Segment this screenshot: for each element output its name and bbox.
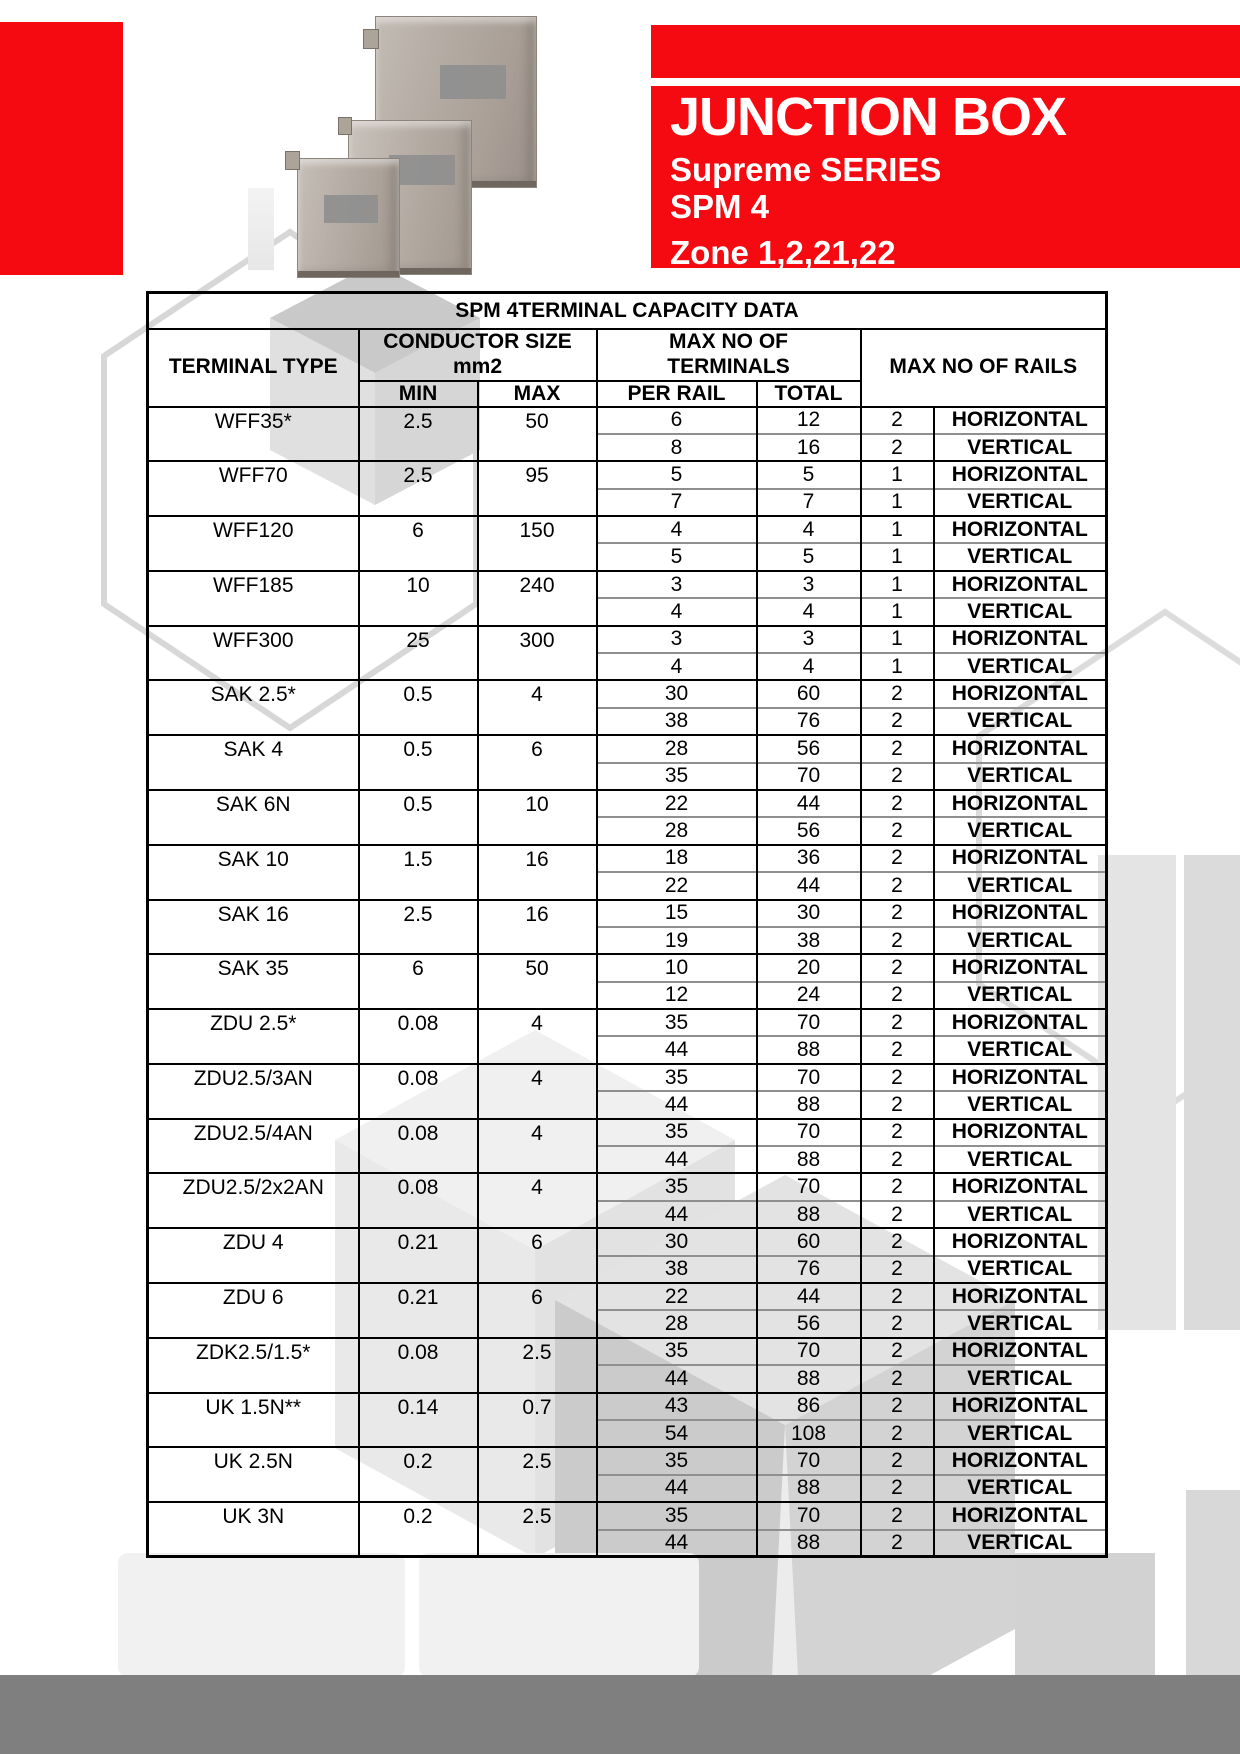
total-cell: 4: [757, 598, 861, 625]
min-cell: 6: [359, 954, 478, 1009]
header-min: MIN: [359, 381, 478, 407]
rails-count-cell: 2: [861, 1228, 934, 1255]
terminal-type-cell: ZDU 4: [148, 1228, 359, 1283]
table-row: [148, 954, 1107, 981]
total-cell: 44: [757, 790, 861, 817]
orientation-cell: HORIZONTAL: [934, 461, 1107, 488]
min-cell: 0.5: [359, 735, 478, 790]
orientation-cell: HORIZONTAL: [934, 845, 1107, 872]
max-cell: 4: [478, 680, 597, 735]
rails-count-cell: 2: [861, 845, 934, 872]
rails-count-cell: 2: [861, 708, 934, 735]
min-cell: 2.5: [359, 407, 478, 462]
max-cell: 4: [478, 1119, 597, 1174]
total-cell: 76: [757, 708, 861, 735]
per-rail-cell: 35: [597, 763, 757, 790]
table-row: [148, 1502, 1107, 1529]
min-cell: 0.14: [359, 1393, 478, 1448]
rails-count-cell: 2: [861, 1338, 934, 1365]
terminal-type-cell: UK 2.5N: [148, 1447, 359, 1502]
max-cell: 10: [478, 790, 597, 845]
orientation-cell: VERTICAL: [934, 1036, 1107, 1063]
table-row: [148, 516, 1107, 543]
orientation-cell: HORIZONTAL: [934, 1393, 1107, 1420]
total-cell: 30: [757, 900, 861, 927]
header-terminal-type: TERMINAL TYPE: [148, 329, 359, 407]
total-cell: 60: [757, 680, 861, 707]
rails-count-cell: 2: [861, 1283, 934, 1310]
orientation-cell: HORIZONTAL: [934, 1064, 1107, 1091]
header-conductor-size-line1: CONDUCTOR SIZE: [383, 330, 572, 354]
max-cell: 6: [478, 1228, 597, 1283]
max-cell: 95: [478, 461, 597, 516]
table-row: [148, 1009, 1107, 1036]
header-max-terminals-line2: TERMINALS: [667, 354, 790, 378]
rails-count-cell: 1: [861, 489, 934, 516]
per-rail-cell: 5: [597, 461, 757, 488]
per-rail-cell: 22: [597, 872, 757, 899]
max-cell: 16: [478, 900, 597, 955]
min-cell: 0.5: [359, 680, 478, 735]
watermark-band: [1015, 1553, 1155, 1677]
terminal-type-cell: ZDU 2.5*: [148, 1009, 359, 1064]
terminal-type-cell: SAK 35: [148, 954, 359, 1009]
terminal-type-cell: ZDK2.5/1.5*: [148, 1338, 359, 1393]
table-row: [148, 407, 1107, 434]
terminal-type-cell: ZDU2.5/3AN: [148, 1064, 359, 1119]
total-cell: 70: [757, 1173, 861, 1200]
per-rail-cell: 28: [597, 817, 757, 844]
per-rail-cell: 38: [597, 1256, 757, 1283]
total-cell: 108: [757, 1420, 861, 1447]
terminal-type-cell: WFF300: [148, 626, 359, 681]
rails-count-cell: 1: [861, 461, 934, 488]
header-per-rail: PER RAIL: [597, 381, 757, 407]
watermark-strip: [1098, 855, 1176, 1330]
orientation-cell: VERTICAL: [934, 1201, 1107, 1228]
per-rail-cell: 15: [597, 900, 757, 927]
min-cell: 0.08: [359, 1064, 478, 1119]
per-rail-cell: 7: [597, 489, 757, 516]
orientation-cell: HORIZONTAL: [934, 900, 1107, 927]
orientation-cell: VERTICAL: [934, 543, 1107, 570]
table-row: [148, 680, 1107, 707]
total-cell: 12: [757, 407, 861, 434]
terminal-type-cell: UK 3N: [148, 1502, 359, 1557]
max-cell: 0.7: [478, 1393, 597, 1448]
max-cell: 2.5: [478, 1502, 597, 1557]
total-cell: 88: [757, 1091, 861, 1118]
table-row: [148, 1119, 1107, 1146]
red-corner-block: [0, 22, 123, 275]
orientation-cell: VERTICAL: [934, 763, 1107, 790]
watermark-strip: [1184, 855, 1240, 1330]
orientation-cell: VERTICAL: [934, 927, 1107, 954]
total-cell: 3: [757, 626, 861, 653]
orientation-cell: VERTICAL: [934, 872, 1107, 899]
per-rail-cell: 12: [597, 982, 757, 1009]
terminal-type-cell: WFF35*: [148, 407, 359, 462]
max-cell: 4: [478, 1064, 597, 1119]
total-cell: 70: [757, 1009, 861, 1036]
rails-count-cell: 1: [861, 598, 934, 625]
per-rail-cell: 8: [597, 434, 757, 461]
clamp-tab: [285, 151, 300, 170]
total-cell: 4: [757, 516, 861, 543]
per-rail-cell: 22: [597, 790, 757, 817]
min-cell: 2.5: [359, 461, 478, 516]
max-cell: 16: [478, 845, 597, 900]
rails-count-cell: 2: [861, 763, 934, 790]
total-cell: 60: [757, 1228, 861, 1255]
total-cell: 70: [757, 1447, 861, 1474]
orientation-cell: HORIZONTAL: [934, 1283, 1107, 1310]
box-label-patch: [324, 195, 378, 223]
total-cell: 44: [757, 1283, 861, 1310]
total-cell: 56: [757, 817, 861, 844]
banner: [651, 86, 1240, 271]
max-cell: 2.5: [478, 1338, 597, 1393]
per-rail-cell: 4: [597, 598, 757, 625]
orientation-cell: HORIZONTAL: [934, 571, 1107, 598]
rails-count-cell: 2: [861, 407, 934, 434]
terminal-type-cell: SAK 6N: [148, 790, 359, 845]
rails-count-cell: 2: [861, 872, 934, 899]
orientation-cell: HORIZONTAL: [934, 516, 1107, 543]
terminal-type-cell: SAK 2.5*: [148, 680, 359, 735]
table-row: [148, 1393, 1107, 1420]
box-lid-seam: [298, 271, 399, 277]
orientation-cell: VERTICAL: [934, 1146, 1107, 1173]
orientation-cell: VERTICAL: [934, 1420, 1107, 1447]
total-cell: 5: [757, 543, 861, 570]
orientation-cell: VERTICAL: [934, 489, 1107, 516]
orientation-cell: VERTICAL: [934, 1310, 1107, 1337]
table-row: [148, 1228, 1107, 1255]
per-rail-cell: 44: [597, 1475, 757, 1502]
max-cell: 240: [478, 571, 597, 626]
banner-title: JUNCTION BOX: [670, 87, 1067, 147]
total-cell: 88: [757, 1201, 861, 1228]
per-rail-cell: 44: [597, 1036, 757, 1063]
per-rail-cell: 43: [597, 1393, 757, 1420]
rails-count-cell: 2: [861, 1256, 934, 1283]
table-title-row: [148, 293, 1107, 329]
per-rail-cell: 4: [597, 516, 757, 543]
min-cell: 25: [359, 626, 478, 681]
orientation-cell: VERTICAL: [934, 1256, 1107, 1283]
max-cell: 2.5: [478, 1447, 597, 1502]
per-rail-cell: 35: [597, 1338, 757, 1365]
rails-count-cell: 2: [861, 1393, 934, 1420]
min-cell: 0.21: [359, 1228, 478, 1283]
footer-bar: [0, 1675, 1240, 1754]
rails-count-cell: 2: [861, 1091, 934, 1118]
min-cell: 0.08: [359, 1338, 478, 1393]
per-rail-cell: 35: [597, 1173, 757, 1200]
min-cell: 0.08: [359, 1009, 478, 1064]
total-cell: 88: [757, 1475, 861, 1502]
terminal-type-cell: WFF70: [148, 461, 359, 516]
max-cell: 4: [478, 1173, 597, 1228]
terminal-type-cell: SAK 10: [148, 845, 359, 900]
banner-zone: Zone 1,2,21,22: [670, 234, 896, 271]
rails-count-cell: 2: [861, 1119, 934, 1146]
min-cell: 10: [359, 571, 478, 626]
per-rail-cell: 35: [597, 1502, 757, 1529]
min-cell: 6: [359, 516, 478, 571]
orientation-cell: VERTICAL: [934, 1091, 1107, 1118]
per-rail-cell: 5: [597, 543, 757, 570]
orientation-cell: HORIZONTAL: [934, 954, 1107, 981]
rails-count-cell: 2: [861, 790, 934, 817]
table-row: [148, 571, 1107, 598]
per-rail-cell: 44: [597, 1201, 757, 1228]
per-rail-cell: 44: [597, 1365, 757, 1392]
rails-count-cell: 2: [861, 1447, 934, 1474]
orientation-cell: HORIZONTAL: [934, 1447, 1107, 1474]
min-cell: 1.5: [359, 845, 478, 900]
table-row: [148, 790, 1107, 817]
total-cell: 88: [757, 1530, 861, 1557]
terminal-type-cell: ZDU2.5/2x2AN: [148, 1173, 359, 1228]
terminal-type-cell: SAK 16: [148, 900, 359, 955]
banner-top-strip: [651, 25, 1240, 78]
table-row: [148, 461, 1107, 488]
orientation-cell: VERTICAL: [934, 1365, 1107, 1392]
total-cell: 86: [757, 1393, 861, 1420]
table-row: [148, 1064, 1107, 1091]
per-rail-cell: 35: [597, 1064, 757, 1091]
total-cell: 88: [757, 1365, 861, 1392]
rails-count-cell: 1: [861, 571, 934, 598]
rails-count-cell: 2: [861, 817, 934, 844]
total-cell: 7: [757, 489, 861, 516]
total-cell: 5: [757, 461, 861, 488]
total-cell: 70: [757, 1502, 861, 1529]
per-rail-cell: 30: [597, 1228, 757, 1255]
per-rail-cell: 35: [597, 1119, 757, 1146]
rails-count-cell: 2: [861, 954, 934, 981]
per-rail-cell: 4: [597, 653, 757, 680]
terminal-type-cell: ZDU2.5/4AN: [148, 1119, 359, 1174]
total-cell: 20: [757, 954, 861, 981]
orientation-cell: HORIZONTAL: [934, 790, 1107, 817]
table-title: SPM 4TERMINAL CAPACITY DATA: [148, 293, 1107, 329]
rails-count-cell: 2: [861, 982, 934, 1009]
per-rail-cell: 10: [597, 954, 757, 981]
per-rail-cell: 3: [597, 626, 757, 653]
capacity-table-body: [148, 407, 1107, 1557]
orientation-cell: VERTICAL: [934, 817, 1107, 844]
orientation-cell: HORIZONTAL: [934, 1502, 1107, 1529]
watermark-band: [118, 1553, 405, 1677]
table-row: [148, 626, 1107, 653]
per-rail-cell: 28: [597, 1310, 757, 1337]
header-max-rails: MAX NO OF RAILS: [861, 329, 1107, 407]
banner-model: SPM 4: [670, 188, 770, 225]
table-row: [148, 1338, 1107, 1365]
min-cell: 0.5: [359, 790, 478, 845]
rails-count-cell: 2: [861, 927, 934, 954]
table-header-row: [148, 329, 1107, 381]
capacity-table: [146, 291, 1108, 1558]
clamp-tab: [363, 29, 379, 49]
max-cell: 300: [478, 626, 597, 681]
banner-series: Supreme SERIES: [670, 151, 942, 188]
rails-count-cell: 2: [861, 1475, 934, 1502]
min-cell: 0.21: [359, 1283, 478, 1338]
min-cell: 0.2: [359, 1447, 478, 1502]
orientation-cell: VERTICAL: [934, 598, 1107, 625]
rails-count-cell: 2: [861, 1530, 934, 1557]
rails-count-cell: 2: [861, 735, 934, 762]
total-cell: 70: [757, 1338, 861, 1365]
rails-count-cell: 2: [861, 1201, 934, 1228]
per-rail-cell: 18: [597, 845, 757, 872]
watermark-band: [419, 1553, 699, 1677]
orientation-cell: VERTICAL: [934, 1475, 1107, 1502]
total-cell: 3: [757, 571, 861, 598]
total-cell: 4: [757, 653, 861, 680]
terminal-type-cell: UK 1.5N**: [148, 1393, 359, 1448]
orientation-cell: VERTICAL: [934, 708, 1107, 735]
total-cell: 88: [757, 1036, 861, 1063]
per-rail-cell: 19: [597, 927, 757, 954]
terminal-type-cell: SAK 4: [148, 735, 359, 790]
box-label-patch: [440, 65, 506, 99]
rails-count-cell: 2: [861, 1064, 934, 1091]
max-cell: 6: [478, 735, 597, 790]
photo-reflection: [248, 188, 274, 270]
rails-count-cell: 2: [861, 1365, 934, 1392]
orientation-cell: HORIZONTAL: [934, 680, 1107, 707]
rails-count-cell: 1: [861, 653, 934, 680]
total-cell: 88: [757, 1146, 861, 1173]
junction-box-small: [297, 158, 400, 278]
rails-count-cell: 2: [861, 1420, 934, 1447]
header-conductor-size-line2: mm2: [452, 354, 503, 378]
rails-count-cell: 2: [861, 1036, 934, 1063]
rails-count-cell: 1: [861, 516, 934, 543]
max-cell: 4: [478, 1009, 597, 1064]
total-cell: 24: [757, 982, 861, 1009]
header-max-terminals-line1: MAX NO OF: [669, 330, 788, 354]
total-cell: 70: [757, 763, 861, 790]
header-total: TOTAL: [757, 381, 861, 407]
header-max-terminals: [597, 329, 861, 381]
orientation-cell: HORIZONTAL: [934, 1338, 1107, 1365]
per-rail-cell: 35: [597, 1009, 757, 1036]
header-max: MAX: [478, 381, 597, 407]
rails-count-cell: 2: [861, 1173, 934, 1200]
table-row: [148, 1283, 1107, 1310]
per-rail-cell: 22: [597, 1283, 757, 1310]
per-rail-cell: 3: [597, 571, 757, 598]
table-row: [148, 1447, 1107, 1474]
per-rail-cell: 30: [597, 680, 757, 707]
table-row: [148, 845, 1107, 872]
min-cell: 0.08: [359, 1173, 478, 1228]
header-conductor-size: [359, 329, 597, 381]
per-rail-cell: 35: [597, 1447, 757, 1474]
orientation-cell: HORIZONTAL: [934, 1173, 1107, 1200]
orientation-cell: VERTICAL: [934, 434, 1107, 461]
total-cell: 70: [757, 1064, 861, 1091]
min-cell: 0.2: [359, 1502, 478, 1557]
rails-count-cell: 1: [861, 626, 934, 653]
total-cell: 56: [757, 1310, 861, 1337]
orientation-cell: HORIZONTAL: [934, 626, 1107, 653]
min-cell: 2.5: [359, 900, 478, 955]
total-cell: 16: [757, 434, 861, 461]
per-rail-cell: 38: [597, 708, 757, 735]
total-cell: 44: [757, 872, 861, 899]
per-rail-cell: 54: [597, 1420, 757, 1447]
per-rail-cell: 44: [597, 1146, 757, 1173]
orientation-cell: HORIZONTAL: [934, 735, 1107, 762]
per-rail-cell: 44: [597, 1091, 757, 1118]
rails-count-cell: 1: [861, 543, 934, 570]
table-row: [148, 900, 1107, 927]
orientation-cell: HORIZONTAL: [934, 1119, 1107, 1146]
table-row: [148, 1173, 1107, 1200]
terminal-type-cell: WFF120: [148, 516, 359, 571]
rails-count-cell: 2: [861, 1502, 934, 1529]
total-cell: 76: [757, 1256, 861, 1283]
orientation-cell: VERTICAL: [934, 982, 1107, 1009]
table-row: [148, 735, 1107, 762]
orientation-cell: HORIZONTAL: [934, 407, 1107, 434]
terminal-type-cell: ZDU 6: [148, 1283, 359, 1338]
rails-count-cell: 2: [861, 680, 934, 707]
max-cell: 150: [478, 516, 597, 571]
rails-count-cell: 2: [861, 1310, 934, 1337]
orientation-cell: HORIZONTAL: [934, 1009, 1107, 1036]
orientation-cell: VERTICAL: [934, 1530, 1107, 1557]
terminal-type-cell: WFF185: [148, 571, 359, 626]
clamp-tab: [338, 117, 352, 135]
max-cell: 6: [478, 1283, 597, 1338]
rails-count-cell: 2: [861, 434, 934, 461]
rails-count-cell: 2: [861, 1009, 934, 1036]
min-cell: 0.08: [359, 1119, 478, 1174]
orientation-cell: HORIZONTAL: [934, 1228, 1107, 1255]
rails-count-cell: 2: [861, 900, 934, 927]
per-rail-cell: 44: [597, 1530, 757, 1557]
total-cell: 36: [757, 845, 861, 872]
rails-count-cell: 2: [861, 1146, 934, 1173]
max-cell: 50: [478, 954, 597, 1009]
total-cell: 38: [757, 927, 861, 954]
per-rail-cell: 6: [597, 407, 757, 434]
watermark-band: [1186, 1490, 1240, 1677]
orientation-cell: VERTICAL: [934, 653, 1107, 680]
total-cell: 70: [757, 1119, 861, 1146]
total-cell: 56: [757, 735, 861, 762]
per-rail-cell: 28: [597, 735, 757, 762]
max-cell: 50: [478, 407, 597, 462]
